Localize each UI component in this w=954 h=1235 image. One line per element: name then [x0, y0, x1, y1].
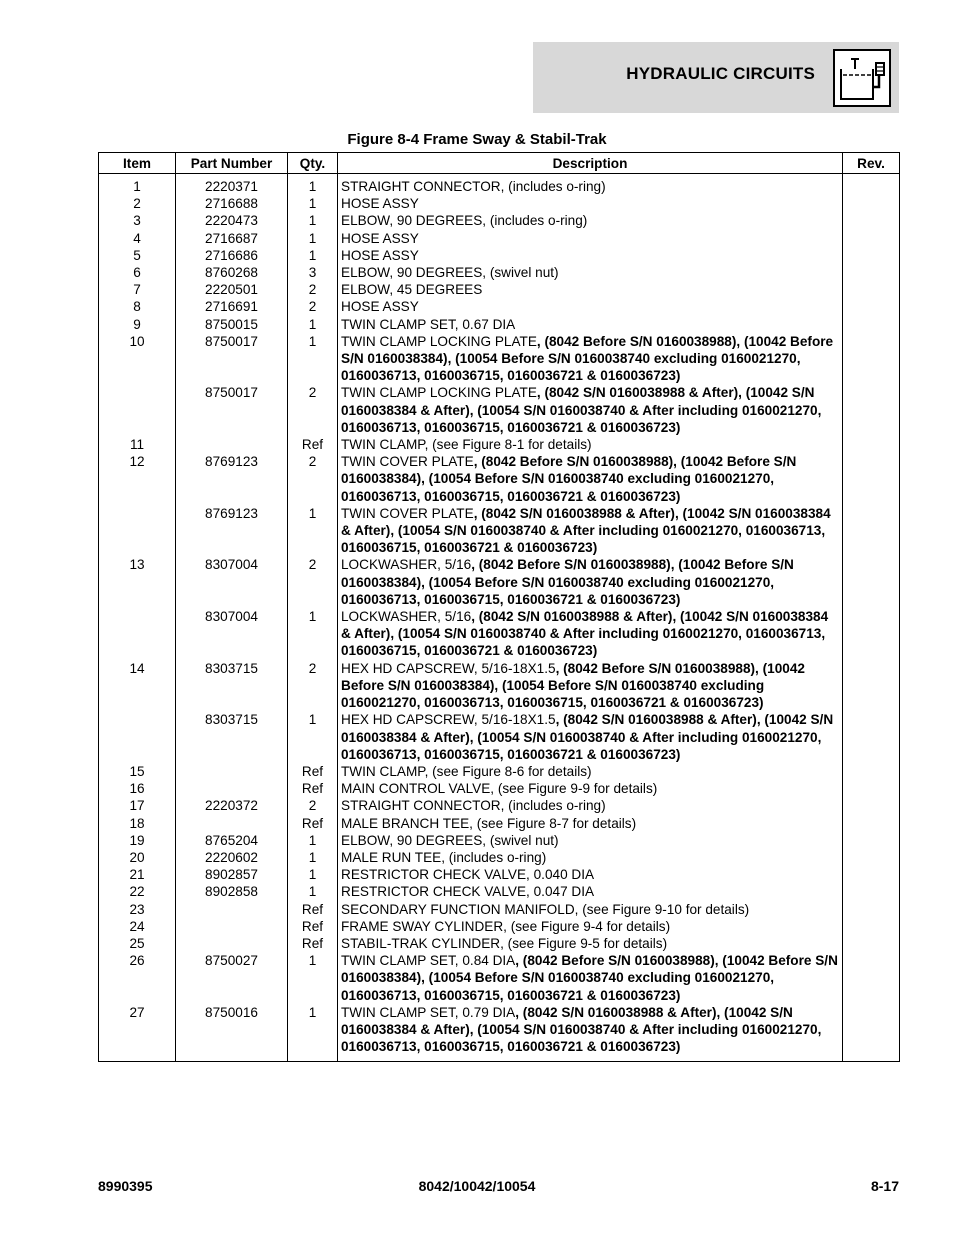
- qty-cell: 2: [288, 660, 338, 712]
- rev-cell: [843, 832, 900, 849]
- description-text: STRAIGHT CONNECTOR, (includes o-ring): [341, 798, 606, 814]
- description-cell: [338, 918, 843, 935]
- spacer-cell: [288, 1055, 338, 1062]
- description-text: HOSE ASSY: [341, 247, 419, 263]
- rev-cell: [843, 556, 900, 608]
- description-cell: [338, 901, 843, 918]
- description-text: ELBOW, 45 DEGREES: [341, 282, 483, 298]
- column-header-part-number: Part Number: [176, 153, 288, 174]
- table-row: [99, 212, 900, 229]
- description-text: TWIN COVER PLATE: [341, 454, 474, 470]
- rev-cell: [843, 212, 900, 229]
- part-number-cell: 8750017: [176, 384, 288, 436]
- qty-cell: 1: [288, 866, 338, 883]
- rev-cell: [843, 333, 900, 385]
- item-cell: [99, 384, 176, 436]
- table-row: [99, 298, 900, 315]
- column-header-qty: Qty.: [288, 153, 338, 174]
- part-number-cell: 2220372: [176, 797, 288, 814]
- rev-cell: [843, 935, 900, 952]
- description-serial-note: , (8042 Before S/N 0160038988), (10042 Before S/N 0160038384), (10054 Before S/N 0160038740 excluding 0160021270, 0160036713, 0160036715, 0160036721 & 0160036723): [341, 454, 797, 504]
- description-cell: [338, 1004, 843, 1056]
- table-row: [99, 901, 900, 918]
- spacer-cell: [338, 1055, 843, 1062]
- description-text: LOCKWASHER, 5/16: [341, 609, 472, 625]
- item-cell: [99, 711, 176, 763]
- description-cell: [338, 436, 843, 453]
- part-number-cell: 8303715: [176, 711, 288, 763]
- rev-cell: [843, 797, 900, 814]
- part-number-cell: 8750015: [176, 316, 288, 333]
- description-cell: [338, 711, 843, 763]
- figure-title: Figure 8-4 Frame Sway & Stabil-Trak: [347, 131, 607, 148]
- table-row: [99, 711, 900, 763]
- table-row: [99, 763, 900, 780]
- item-cell: 7: [99, 281, 176, 298]
- description-serial-note: , (8042 S/N 0160038988 & After), (10042 S/N 0160038384 & After), (10054 S/N 0160038740 & After including 0160021270, 0160036713, 0160036715, 0160036721 & 0160036723): [341, 609, 829, 659]
- item-cell: 15: [99, 763, 176, 780]
- rev-cell: [843, 1004, 900, 1056]
- item-cell: 27: [99, 1004, 176, 1056]
- footer-manual-number: 8990395: [98, 1178, 153, 1194]
- table-row: [99, 780, 900, 797]
- table-row: [99, 264, 900, 281]
- table-row: [99, 815, 900, 832]
- rev-cell: [843, 316, 900, 333]
- description-text: STRAIGHT CONNECTOR, (includes o-ring): [341, 179, 606, 194]
- rev-cell: [843, 505, 900, 557]
- qty-cell: 1: [288, 333, 338, 385]
- description-serial-note: , (8042 S/N 0160038988 & After), (10042 S/N 0160038384 & After), (10054 S/N 0160038740 & After including 0160021270, 0160036713, 0160036715, 0160036721 & 0160036723): [341, 385, 822, 435]
- part-number-cell: 8769123: [176, 453, 288, 505]
- description-text: MAIN CONTROL VALVE, (see Figure 9-9 for details): [341, 781, 658, 797]
- qty-cell: 2: [288, 797, 338, 814]
- item-cell: 6: [99, 264, 176, 281]
- item-cell: 13: [99, 556, 176, 608]
- item-cell: 3: [99, 212, 176, 229]
- table-header-row: [99, 153, 900, 174]
- rev-cell: [843, 901, 900, 918]
- qty-cell: 1: [288, 505, 338, 557]
- qty-cell: 1: [288, 883, 338, 900]
- qty-cell: 1: [288, 247, 338, 264]
- qty-cell: 1: [288, 952, 338, 1004]
- qty-cell: 2: [288, 281, 338, 298]
- description-cell: [338, 316, 843, 333]
- table-row: [99, 918, 900, 935]
- item-cell: 23: [99, 901, 176, 918]
- qty-cell: Ref: [288, 763, 338, 780]
- part-number-cell: 2220371: [176, 174, 288, 196]
- part-number-cell: [176, 780, 288, 797]
- part-number-cell: [176, 901, 288, 918]
- description-serial-note: , (8042 Before S/N 0160038988), (10042 Before S/N 0160038384), (10054 Before S/N 0160038740 excluding 0160021270, 0160036713, 0160036715, 0160036721 & 0160036723): [341, 557, 794, 607]
- qty-cell: 1: [288, 195, 338, 212]
- description-text: MALE BRANCH TEE, (see Figure 8-7 for details): [341, 815, 637, 831]
- table-bottom-rule: [99, 1055, 900, 1062]
- section-title: HYDRAULIC CIRCUITS: [626, 64, 815, 83]
- qty-cell: Ref: [288, 901, 338, 918]
- item-cell: 26: [99, 952, 176, 1004]
- item-cell: 24: [99, 918, 176, 935]
- description-cell: [338, 505, 843, 557]
- description-cell: [338, 883, 843, 900]
- table-row: [99, 316, 900, 333]
- part-number-cell: 8750027: [176, 952, 288, 1004]
- part-number-cell: 2220473: [176, 212, 288, 229]
- qty-cell: 1: [288, 212, 338, 229]
- description-text: ELBOW, 90 DEGREES, (swivel nut): [341, 832, 559, 848]
- rev-cell: [843, 436, 900, 453]
- item-cell: 8: [99, 298, 176, 315]
- qty-cell: 2: [288, 298, 338, 315]
- description-cell: [338, 333, 843, 385]
- part-number-cell: 2716687: [176, 230, 288, 247]
- item-cell: 10: [99, 333, 176, 385]
- table-row: [99, 453, 900, 505]
- description-cell: [338, 247, 843, 264]
- description-serial-note: , (8042 S/N 0160038988 & After), (10042 S/N 0160038384 & After), (10054 S/N 0160038740 & After including 0160021270, 0160036713, 0160036715, 0160036721 & 0160036723): [341, 505, 831, 556]
- item-cell: 22: [99, 883, 176, 900]
- parts-table-body: [99, 174, 900, 1062]
- rev-cell: [843, 264, 900, 281]
- description-cell: [338, 952, 843, 1004]
- description-serial-note: , (8042 Before S/N 0160038988), (10042 Before S/N 0160038384), (10054 Before S/N 0160038740 excluding 0160021270, 0160036713, 0160036715, 0160036721 & 0160036723): [341, 660, 805, 711]
- footer-model-numbers: 8042/10042/10054: [418, 1178, 536, 1194]
- description-text: MALE RUN TEE, (includes o-ring): [341, 849, 547, 865]
- qty-cell: 1: [288, 1004, 338, 1056]
- description-text: TWIN CLAMP, (see Figure 8-6 for details): [341, 763, 592, 779]
- description-text: HOSE ASSY: [341, 230, 419, 246]
- description-serial-note: , (8042 S/N 0160038988 & After), (10042 S/N 0160038384 & After), (10054 S/N 0160038740 & After including 0160021270, 0160036713, 0160036715, 0160036721 & 0160036723): [341, 712, 834, 762]
- qty-cell: 1: [288, 832, 338, 849]
- description-text: TWIN CLAMP SET, 0.67 DIA: [341, 316, 516, 332]
- part-number-cell: [176, 436, 288, 453]
- rev-cell: [843, 195, 900, 212]
- description-text: TWIN CLAMP LOCKING PLATE: [341, 333, 537, 349]
- item-cell: 14: [99, 660, 176, 712]
- description-text: ELBOW, 90 DEGREES, (includes o-ring): [341, 213, 588, 229]
- item-cell: 5: [99, 247, 176, 264]
- table-row: [99, 797, 900, 814]
- description-text: RESTRICTOR CHECK VALVE, 0.040 DIA: [341, 867, 595, 883]
- qty-cell: 1: [288, 316, 338, 333]
- table-row: [99, 247, 900, 264]
- description-cell: [338, 815, 843, 832]
- description-cell: [338, 212, 843, 229]
- description-cell: [338, 281, 843, 298]
- rev-cell: [843, 952, 900, 1004]
- rev-cell: [843, 780, 900, 797]
- description-text: SECONDARY FUNCTION MANIFOLD, (see Figure 9-10 for details): [341, 901, 750, 917]
- description-cell: [338, 230, 843, 247]
- part-number-cell: 2716691: [176, 298, 288, 315]
- rev-cell: [843, 763, 900, 780]
- table-row: [99, 883, 900, 900]
- item-cell: 11: [99, 436, 176, 453]
- footer-page-number: 8-17: [870, 1178, 899, 1194]
- rev-cell: [843, 711, 900, 763]
- part-number-cell: 8902857: [176, 866, 288, 883]
- part-number-cell: 2716686: [176, 247, 288, 264]
- qty-cell: Ref: [288, 436, 338, 453]
- description-text: HOSE ASSY: [341, 196, 419, 212]
- description-cell: [338, 935, 843, 952]
- item-cell: [99, 608, 176, 660]
- table-row: [99, 556, 900, 608]
- description-text: TWIN CLAMP LOCKING PLATE: [341, 385, 537, 401]
- hydraulic-reservoir-icon: [833, 49, 891, 107]
- description-cell: [338, 849, 843, 866]
- description-cell: [338, 174, 843, 196]
- description-text: HEX HD CAPSCREW, 5/16-18X1.5: [341, 712, 556, 728]
- description-text: TWIN COVER PLATE: [341, 505, 474, 521]
- part-number-cell: 8769123: [176, 505, 288, 557]
- qty-cell: Ref: [288, 935, 338, 952]
- part-number-cell: [176, 763, 288, 780]
- table-row: [99, 384, 900, 436]
- part-number-cell: 8765204: [176, 832, 288, 849]
- table-row: [99, 832, 900, 849]
- description-cell: [338, 660, 843, 712]
- item-cell: 25: [99, 935, 176, 952]
- item-cell: 4: [99, 230, 176, 247]
- part-number-cell: 8750016: [176, 1004, 288, 1056]
- table-row: [99, 849, 900, 866]
- description-cell: [338, 556, 843, 608]
- description-cell: [338, 298, 843, 315]
- description-cell: [338, 608, 843, 660]
- table-row: [99, 866, 900, 883]
- qty-cell: 3: [288, 264, 338, 281]
- parts-table: [98, 152, 900, 1062]
- description-serial-note: , (8042 Before S/N 0160038988), (10042 Before S/N 0160038384), (10054 Before S/N 0160038740 excluding 0160021270, 0160036713, 0160036715, 0160036721 & 0160036723): [341, 333, 834, 384]
- item-cell: 21: [99, 866, 176, 883]
- rev-cell: [843, 384, 900, 436]
- rev-cell: [843, 281, 900, 298]
- table-row: [99, 281, 900, 298]
- part-number-cell: 8307004: [176, 608, 288, 660]
- qty-cell: Ref: [288, 780, 338, 797]
- spacer-cell: [843, 1055, 900, 1062]
- item-cell: 20: [99, 849, 176, 866]
- item-cell: 17: [99, 797, 176, 814]
- item-cell: 12: [99, 453, 176, 505]
- description-text: TWIN CLAMP, (see Figure 8-1 for details): [341, 437, 592, 453]
- table-row: [99, 935, 900, 952]
- description-cell: [338, 866, 843, 883]
- rev-cell: [843, 883, 900, 900]
- description-cell: [338, 797, 843, 814]
- part-number-cell: 8307004: [176, 556, 288, 608]
- qty-cell: 1: [288, 174, 338, 196]
- item-cell: 18: [99, 815, 176, 832]
- qty-cell: 1: [288, 230, 338, 247]
- item-cell: 1: [99, 174, 176, 196]
- table-row: [99, 174, 900, 196]
- rev-cell: [843, 298, 900, 315]
- item-cell: [99, 505, 176, 557]
- description-cell: [338, 763, 843, 780]
- rev-cell: [843, 608, 900, 660]
- column-header-item: Item: [99, 153, 176, 174]
- rev-cell: [843, 866, 900, 883]
- part-number-cell: 8303715: [176, 660, 288, 712]
- rev-cell: [843, 918, 900, 935]
- description-text: LOCKWASHER, 5/16: [341, 557, 472, 573]
- part-number-cell: 8760268: [176, 264, 288, 281]
- spacer-cell: [99, 1055, 176, 1062]
- rev-cell: [843, 660, 900, 712]
- spacer-cell: [176, 1055, 288, 1062]
- description-serial-note: , (8042 Before S/N 0160038988), (10042 Before S/N 0160038384), (10054 Before S/N 0160038740 excluding 0160021270, 0160036713, 0160036715, 0160036721 & 0160036723): [341, 953, 838, 1003]
- qty-cell: 2: [288, 384, 338, 436]
- rev-cell: [843, 174, 900, 196]
- table-row: [99, 230, 900, 247]
- description-cell: [338, 195, 843, 212]
- item-cell: 9: [99, 316, 176, 333]
- qty-cell: 1: [288, 849, 338, 866]
- part-number-cell: 2220602: [176, 849, 288, 866]
- description-cell: [338, 780, 843, 797]
- description-text: TWIN CLAMP SET, 0.79 DIA: [341, 1004, 516, 1020]
- table-row: [99, 436, 900, 453]
- part-number-cell: 8750017: [176, 333, 288, 385]
- table-row: [99, 1004, 900, 1056]
- part-number-cell: 2716688: [176, 195, 288, 212]
- part-number-cell: [176, 918, 288, 935]
- rev-cell: [843, 453, 900, 505]
- item-cell: 16: [99, 780, 176, 797]
- table-row: [99, 660, 900, 712]
- description-cell: [338, 264, 843, 281]
- rev-cell: [843, 247, 900, 264]
- qty-cell: 1: [288, 711, 338, 763]
- description-text: ELBOW, 90 DEGREES, (swivel nut): [341, 265, 559, 281]
- qty-cell: Ref: [288, 815, 338, 832]
- column-header-rev: Rev.: [843, 153, 900, 174]
- item-cell: 19: [99, 832, 176, 849]
- qty-cell: Ref: [288, 918, 338, 935]
- section-header: [533, 42, 899, 113]
- description-cell: [338, 453, 843, 505]
- description-cell: [338, 384, 843, 436]
- description-text: RESTRICTOR CHECK VALVE, 0.047 DIA: [341, 884, 595, 900]
- rev-cell: [843, 815, 900, 832]
- table-row: [99, 333, 900, 385]
- part-number-cell: 8902858: [176, 883, 288, 900]
- rev-cell: [843, 849, 900, 866]
- table-row: [99, 608, 900, 660]
- part-number-cell: 2220501: [176, 281, 288, 298]
- description-text: HOSE ASSY: [341, 299, 419, 315]
- qty-cell: 1: [288, 608, 338, 660]
- table-row: [99, 505, 900, 557]
- description-cell: [338, 832, 843, 849]
- table-row: [99, 195, 900, 212]
- description-text: HEX HD CAPSCREW, 5/16-18X1.5: [341, 660, 556, 676]
- part-number-cell: [176, 935, 288, 952]
- item-cell: 2: [99, 195, 176, 212]
- description-text: STABIL-TRAK CYLINDER, (see Figure 9-5 for details): [341, 935, 668, 951]
- description-text: TWIN CLAMP SET, 0.84 DIA: [341, 953, 516, 969]
- column-header-description: Description: [338, 153, 843, 174]
- description-serial-note: , (8042 S/N 0160038988 & After), (10042 S/N 0160038384 & After), (10054 S/N 0160038740 & After including 0160021270, 0160036713, 0160036715, 0160036721 & 0160036723): [341, 1004, 822, 1055]
- part-number-cell: [176, 815, 288, 832]
- qty-cell: 2: [288, 453, 338, 505]
- rev-cell: [843, 230, 900, 247]
- description-text: FRAME SWAY CYLINDER, (see Figure 9-4 for details): [341, 918, 671, 934]
- qty-cell: 2: [288, 556, 338, 608]
- table-row: [99, 952, 900, 1004]
